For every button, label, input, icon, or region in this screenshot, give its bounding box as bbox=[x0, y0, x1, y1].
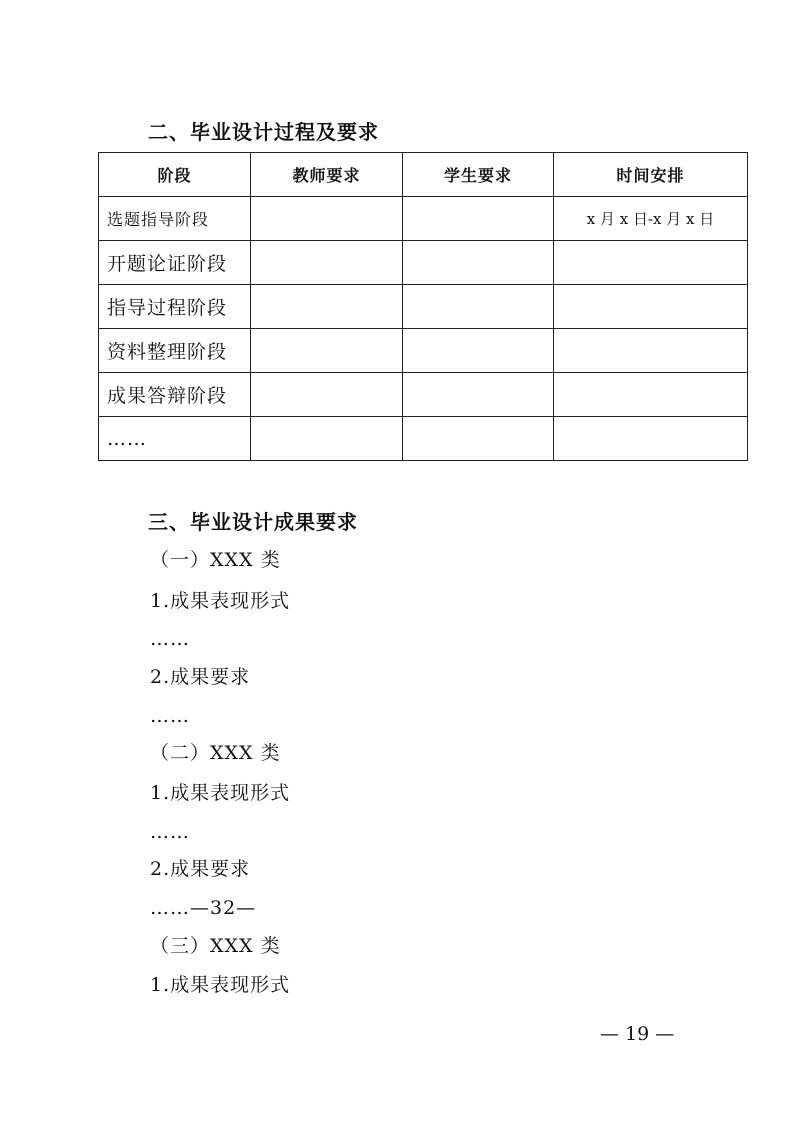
list-item: 2.成果要求 bbox=[150, 858, 251, 880]
teacher-cell bbox=[251, 417, 403, 461]
stage-cell: 指导过程阶段 bbox=[99, 285, 251, 329]
stage-cell: 成果答辩阶段 bbox=[99, 373, 251, 417]
teacher-cell bbox=[251, 373, 403, 417]
time-cell: x 月 x 日-x 月 x 日 bbox=[554, 197, 748, 241]
teacher-cell bbox=[251, 329, 403, 373]
student-cell bbox=[403, 241, 554, 285]
teacher-cell bbox=[251, 241, 403, 285]
page-number: — 19 — bbox=[600, 1023, 675, 1045]
stage-cell: …… bbox=[99, 417, 251, 461]
time-cell bbox=[554, 417, 748, 461]
header-stage: 阶段 bbox=[99, 153, 251, 197]
table-row bbox=[99, 417, 748, 461]
ellipsis-line: …… bbox=[150, 821, 190, 843]
table-row bbox=[99, 197, 748, 241]
table-header-row bbox=[99, 153, 748, 197]
section-3-heading: 三、毕业设计成果要求 bbox=[148, 510, 358, 534]
teacher-cell bbox=[251, 197, 403, 241]
student-cell bbox=[403, 197, 554, 241]
time-cell bbox=[554, 285, 748, 329]
ellipsis-line: …… bbox=[150, 628, 190, 650]
stage-cell: 开题论证阶段 bbox=[99, 241, 251, 285]
time-cell bbox=[554, 329, 748, 373]
section-2-heading: 二、毕业设计过程及要求 bbox=[148, 120, 379, 144]
ellipsis-line: …… bbox=[150, 705, 190, 727]
table-row bbox=[99, 285, 748, 329]
header-schedule: 时间安排 bbox=[554, 153, 748, 197]
table-row bbox=[99, 329, 748, 373]
ellipsis-line: ……—32— bbox=[150, 897, 257, 919]
student-cell bbox=[403, 329, 554, 373]
process-table bbox=[98, 152, 748, 461]
list-item: 2.成果要求 bbox=[150, 666, 251, 688]
stage-cell: 资料整理阶段 bbox=[99, 329, 251, 373]
student-cell bbox=[403, 373, 554, 417]
table-row bbox=[99, 373, 748, 417]
category-heading: （一）XXX 类 bbox=[150, 549, 281, 571]
table-row bbox=[99, 241, 748, 285]
category-heading: （二）XXX 类 bbox=[150, 742, 281, 764]
list-item: 1.成果表现形式 bbox=[150, 782, 291, 804]
time-cell bbox=[554, 241, 748, 285]
student-cell bbox=[403, 417, 554, 461]
category-heading: （三）XXX 类 bbox=[150, 935, 281, 957]
teacher-cell bbox=[251, 285, 403, 329]
time-cell bbox=[554, 373, 748, 417]
header-student-requirements: 学生要求 bbox=[403, 153, 554, 197]
student-cell bbox=[403, 285, 554, 329]
header-teacher-requirements: 教师要求 bbox=[251, 153, 403, 197]
stage-cell: 选题指导阶段 bbox=[99, 197, 251, 241]
list-item: 1.成果表现形式 bbox=[150, 590, 291, 612]
list-item: 1.成果表现形式 bbox=[150, 974, 291, 996]
